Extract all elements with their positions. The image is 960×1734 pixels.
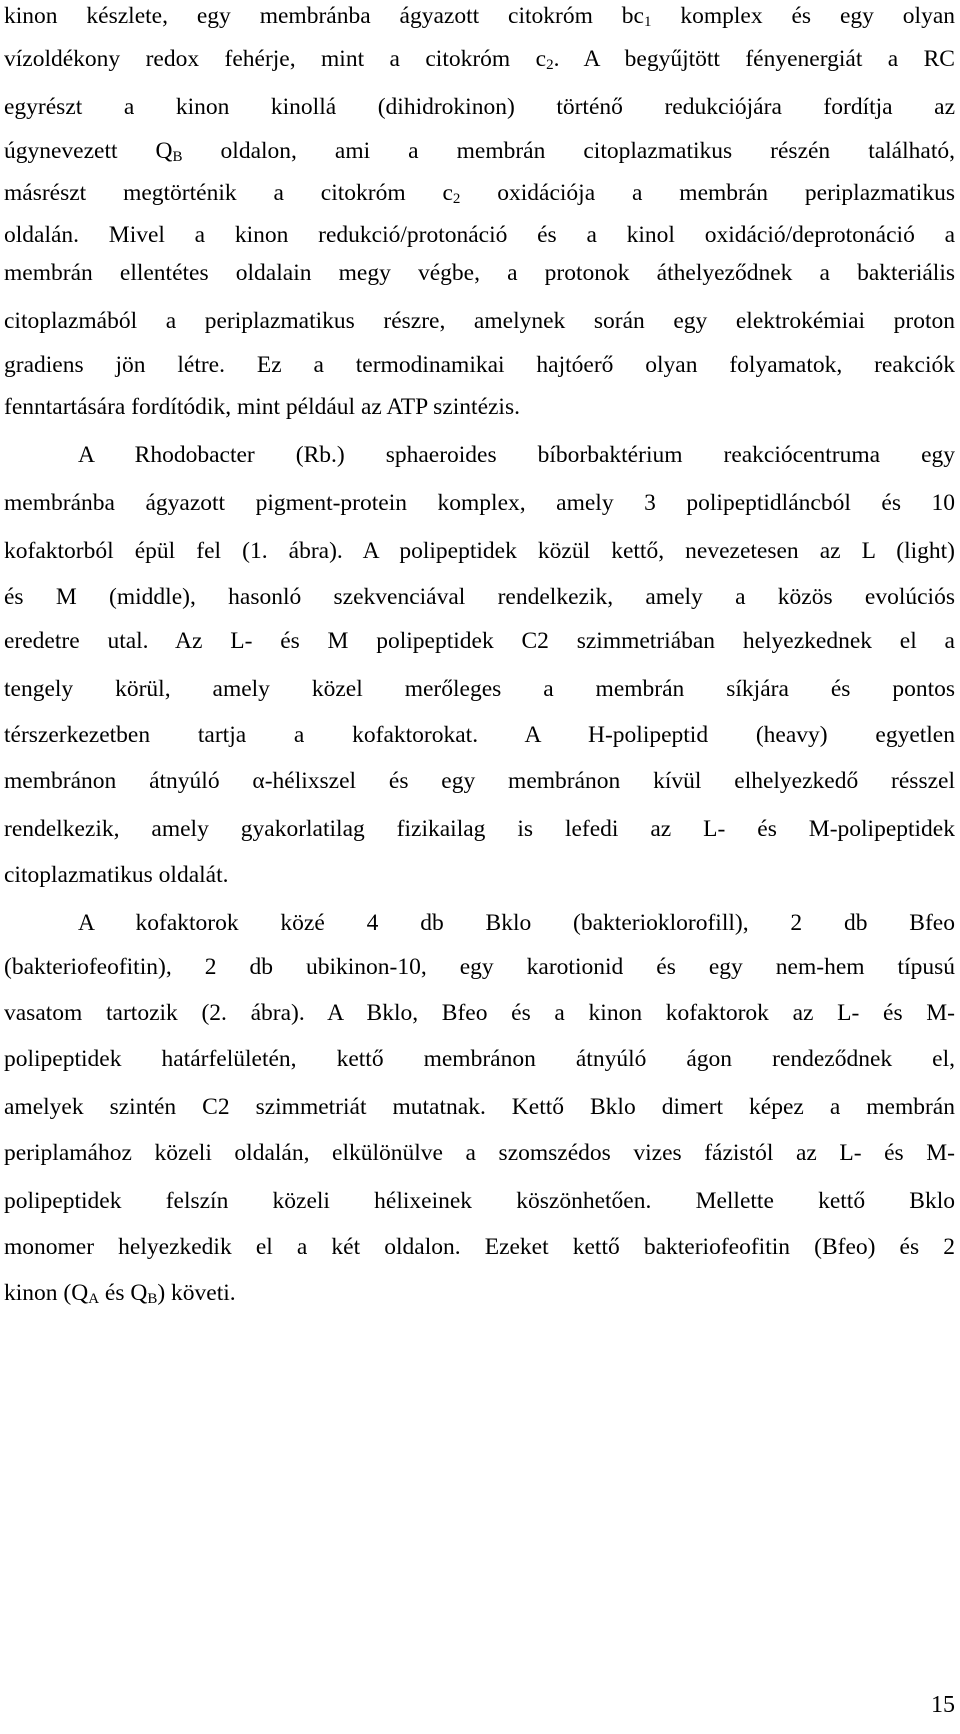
text-segment: gradiens jön létre. Ez a termodinamikai hajtóerő olyan folyamatok, reakciók bbox=[4, 352, 955, 378]
text-segment: vízoldékony redox fehérje, mint a citokróm c bbox=[4, 46, 547, 72]
text-segment: monomer helyezkedik el a két oldalon. Ezeket kettő bakteriofeofitin (Bfeo) és 2 bbox=[4, 1234, 955, 1260]
text-segment: fenntartására fordítódik, mint például az ATP szintézis. bbox=[4, 394, 520, 420]
text-segment: eredetre utal. Az L- és M polipeptidek C2 szimmetriában helyezkednek el a bbox=[4, 628, 955, 654]
text-line bbox=[4, 674, 955, 704]
text-segment: citoplazmából a periplazmatikus részre, amelynek során egy elektrokémiai proton bbox=[4, 308, 955, 334]
text-line bbox=[78, 908, 955, 938]
subscript: B bbox=[172, 149, 183, 165]
subscript: 2 bbox=[452, 191, 461, 207]
text-line bbox=[4, 306, 955, 336]
text-segment: másrészt megtörténik a citokróm c bbox=[4, 180, 453, 206]
text-segment: (bakteriofeofitin), 2 db ubikinon-10, egy karotionid és egy nem-hem típusú bbox=[4, 954, 955, 980]
text-segment: A kofaktorok közé 4 db Bklo (bakterioklorofill), 2 db Bfeo bbox=[78, 910, 955, 936]
text-segment: ) követi. bbox=[157, 1280, 236, 1306]
text-line bbox=[4, 814, 955, 844]
text-line bbox=[4, 220, 955, 250]
text-segment: komplex és egy olyan bbox=[651, 3, 955, 29]
text-segment: térszerkezetben tartja a kofaktorokat. A H-polipeptid (heavy) egyetlen bbox=[4, 722, 955, 748]
text-segment: A Rhodobacter (Rb.) sphaeroides bíborbaktérium reakciócentruma egy bbox=[78, 442, 955, 468]
text-segment: úgynevezett Q bbox=[4, 138, 173, 164]
text-segment: membránba ágyazott pigment-protein komplex, amely 3 polipeptidláncból és 10 bbox=[4, 490, 955, 516]
text-line bbox=[4, 720, 955, 750]
text-line bbox=[4, 766, 955, 796]
text-line bbox=[4, 1044, 955, 1074]
text-segment: membrán ellentétes oldalain megy végbe, a protonok áthelyeződnek a bakteriális bbox=[4, 260, 955, 286]
text-line bbox=[4, 258, 955, 288]
text-segment: egyrészt a kinon kinollá (dihidrokinon) történő redukciójára fordítja az bbox=[4, 94, 955, 120]
text-segment: rendelkezik, amely gyakorlatilag fizikailag is lefedi az L- és M-polipeptidek bbox=[4, 816, 955, 842]
text-line bbox=[4, 1138, 955, 1168]
text-line bbox=[4, 536, 955, 566]
subscript: A bbox=[88, 1291, 100, 1307]
subscript: 2 bbox=[546, 57, 554, 73]
text-segment: kofaktorból épül fel (1. ábra). A polipeptidek közül kettő, nevezetesen az L (light) bbox=[4, 538, 955, 564]
text-line bbox=[4, 92, 955, 122]
text-line bbox=[4, 626, 955, 656]
text-segment: kinon (Q bbox=[4, 1280, 89, 1306]
text-line bbox=[4, 1, 955, 31]
text-line bbox=[4, 44, 955, 74]
text-line bbox=[4, 392, 955, 422]
text-line bbox=[4, 1092, 955, 1122]
text-line bbox=[4, 1186, 955, 1216]
subscript: 1 bbox=[643, 14, 652, 30]
text-line bbox=[4, 582, 955, 612]
text-segment: és Q bbox=[99, 1280, 148, 1306]
text-segment: citoplazmatikus oldalát. bbox=[4, 862, 229, 888]
text-line bbox=[4, 136, 955, 166]
text-line bbox=[4, 1278, 955, 1308]
text-segment: polipeptidek felszín közeli hélixeinek köszönhetően. Mellette kettő Bklo bbox=[4, 1188, 955, 1214]
text-line bbox=[4, 350, 955, 380]
text-segment: és M (middle), hasonló szekvenciával rendelkezik, amely a közös evolúciós bbox=[4, 584, 955, 610]
text-segment: amelyek szintén C2 szimmetriát mutatnak. Kettő Bklo dimert képez a membrán bbox=[4, 1094, 955, 1120]
text-segment: vasatom tartozik (2. ábra). A Bklo, Bfeo és a kinon kofaktorok az L- és M- bbox=[4, 1000, 955, 1026]
page-number: 15 bbox=[931, 1692, 955, 1718]
text-segment: polipeptidek határfelületén, kettő membránon átnyúló ágon rendeződnek el, bbox=[4, 1046, 955, 1072]
text-segment: kinon készlete, egy membránba ágyazott citokróm bc bbox=[4, 3, 644, 29]
text-line bbox=[4, 488, 955, 518]
text-segment: tengely körül, amely közel merőleges a membrán síkjára és pontos bbox=[4, 676, 955, 702]
text-segment: oldalán. Mivel a kinon redukció/protonáció és a kinol oxidáció/deprotonáció a bbox=[4, 222, 955, 248]
text-segment: membránon átnyúló α-hélixszel és egy membránon kívül elhelyezkedő résszel bbox=[4, 768, 955, 794]
text-line bbox=[4, 1232, 955, 1262]
text-line bbox=[4, 998, 955, 1028]
text-line bbox=[4, 952, 955, 982]
text-segment: oldalon, ami a membrán citoplazmatikus részén található, bbox=[182, 138, 955, 164]
text-line bbox=[4, 178, 955, 208]
text-segment: oxidációja a membrán periplazmatikus bbox=[460, 180, 955, 206]
text-line bbox=[4, 860, 955, 890]
text-line bbox=[78, 440, 955, 470]
text-segment: periplamához közeli oldalán, elkülönülve a szomszédos vizes fázistól az L- és M- bbox=[4, 1140, 955, 1166]
text-segment: . A begyűjtött fényenergiát a RC bbox=[553, 46, 955, 72]
subscript: B bbox=[147, 1291, 158, 1307]
